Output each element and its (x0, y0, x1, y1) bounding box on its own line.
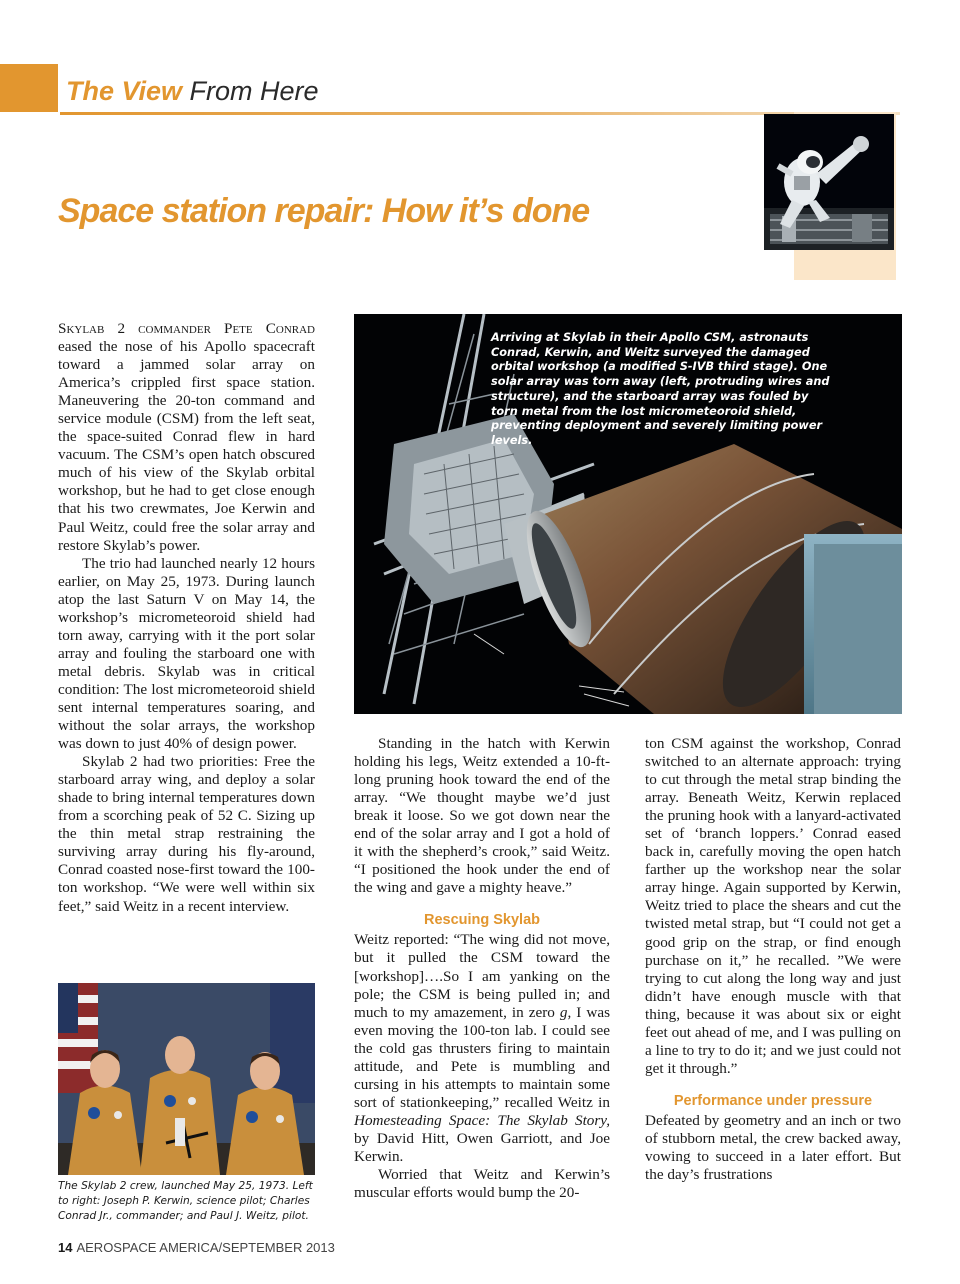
paragraph (354, 931, 610, 1166)
page-number: 14 (58, 1240, 73, 1255)
section-color-block (0, 64, 58, 112)
crew-photo-caption: The Skylab 2 crew, launched May 25, 1973. Left to right: Joseph P. Kerwin, science pilot; Charles Conrad Jr., commander; and Paul J. Weitz, pilot. (58, 1180, 313, 1222)
paragraph: Standing in the hatch with Kerwin holding his legs, Weitz extended a 10-ft-long pruning hook toward the end of the array. “We thought maybe we’d just break it loose. So we got down near the end of the solar array and I got a hold of it with the shepherd’s crook,” said Weitz. “I positioned the hook under the end of the wing and gave a mighty heave.” (354, 735, 610, 897)
paragraph-text-italic: g (559, 1003, 568, 1021)
paragraph-text: Weitz reported: “The wing did not move, but it pulled the CSM toward the [workshop]….So I am yanking on the pole; the CSM is being pulled in; and much to my amazement, in zero (354, 931, 610, 1021)
subhead-performance-under-pressure: Performance under pressure (673, 1092, 873, 1109)
paragraph (58, 320, 315, 555)
astronaut-illustration (764, 114, 894, 250)
paragraph-text: by David Hitt, Owen Garriott, and Joe Kerwin. (354, 1129, 610, 1165)
crew-illustration (58, 983, 315, 1175)
article-column-3 (645, 735, 901, 1184)
section-header-part2: From Here (189, 76, 319, 106)
paragraph: Defeated by geometry and an inch or two of stubborn metal, the crew backed away, vowing to succeed in a later effort. But the day’s frustrations (645, 1111, 901, 1184)
lead-in: Skylab 2 commander Pete Conrad (58, 320, 315, 337)
paragraph: ton CSM against the workshop, Conrad switched to an alternate approach: trying to cut through the metal strap binding the array. Beneath Weitz, Kerwin replaced the pruning hook with a lanyard-activated set of ‘branch loppers.’ Conrad eased back in, carefully moving the open hatch farther up the workshop near the solar array hinge. Again supported by Kerwin, Weitz tried to place the shears and cut the twisted metal strap, but “I could not get a good grip on the strap, or find enough purchase on it,” he recalled. ”We were trying to cut along the long way and just didn’t have enough muscle with that thing, because it was about six or eight feet out ahead of me, and I was pulling on a line to try to do it; and we just could not get it through.” (645, 735, 901, 1077)
article-title: Space station repair: How it’s done (58, 192, 590, 230)
section-header (66, 76, 319, 107)
paragraph-text: eased the nose of his Apollo spacecraft toward a jammed solar array on America’s crippled first space station. Maneuvering the 20-ton command and service module (CSM) from the left seat, the space-suited Conrad flew in hard vacuum. The CSM’s open hatch obscured much of his view of the Skylab orbital workshop, but he had to get close enough that his two crewmates, Joe Kerwin and Paul Weitz, could free the solar array and restore Skylab’s power. (58, 338, 315, 554)
publication-line: AEROSPACE AMERICA/SEPTEMBER 2013 (76, 1240, 335, 1255)
paragraph: Worried that Weitz and Kerwin’s muscular efforts would bump the 20- (354, 1166, 610, 1202)
astronaut-photo (764, 114, 894, 250)
subhead-rescuing-skylab: Rescuing Skylab (423, 912, 541, 929)
book-title: Homesteading Space: The Skylab Story, (354, 1111, 610, 1129)
article-column-1 (58, 320, 315, 916)
paragraph: The trio had launched nearly 12 hours earlier, on May 25, 1973. During launch atop the last Saturn V on May 14, the workshop’s micrometeoroid shield had torn away, carrying with it the port solar array and fouling the starboard one with metal debris. Skylab was in critical condition: The lost micrometeoroid shield sent internal temperatures soaring, and without the solar arrays, the workshop was down to just 40% of design power. (58, 554, 315, 753)
crew-photo (58, 983, 315, 1175)
page-footer (58, 1240, 335, 1255)
article-column-2 (354, 735, 610, 1202)
paragraph-text: , I was even moving the 100-ton lab. I could see the cold gas thrusters firing to maintain attitude, and Pete is mumbling and cursing in his attempts to maintain some sort of stationkeeping,” recalled Weitz in (354, 1003, 610, 1111)
section-header-part1: The View (66, 76, 183, 106)
paragraph: Skylab 2 had two priorities: Free the starboard array wing, and deploy a solar shade to bring internal temperatures down from a scorching peak of 52 C. Sizing up the thin metal strap restraining the surviving array during his fly-around, Conrad coasted nose-first toward the 100-ton workshop. “We were well within six feet,” said Weitz in a recent interview. (58, 753, 315, 915)
skylab-photo-caption: Arriving at Skylab in their Apollo CSM, astronauts Conrad, Kerwin, and Weitz surveyed the damaged orbital workshop (a modified S-IVB third stage). One solar array was torn away (left, protruding wires and structure), and the starboard array was fouled by torn metal from the lost micrometeoroid shield, preventing deployment and severely limiting power levels. (491, 331, 830, 447)
